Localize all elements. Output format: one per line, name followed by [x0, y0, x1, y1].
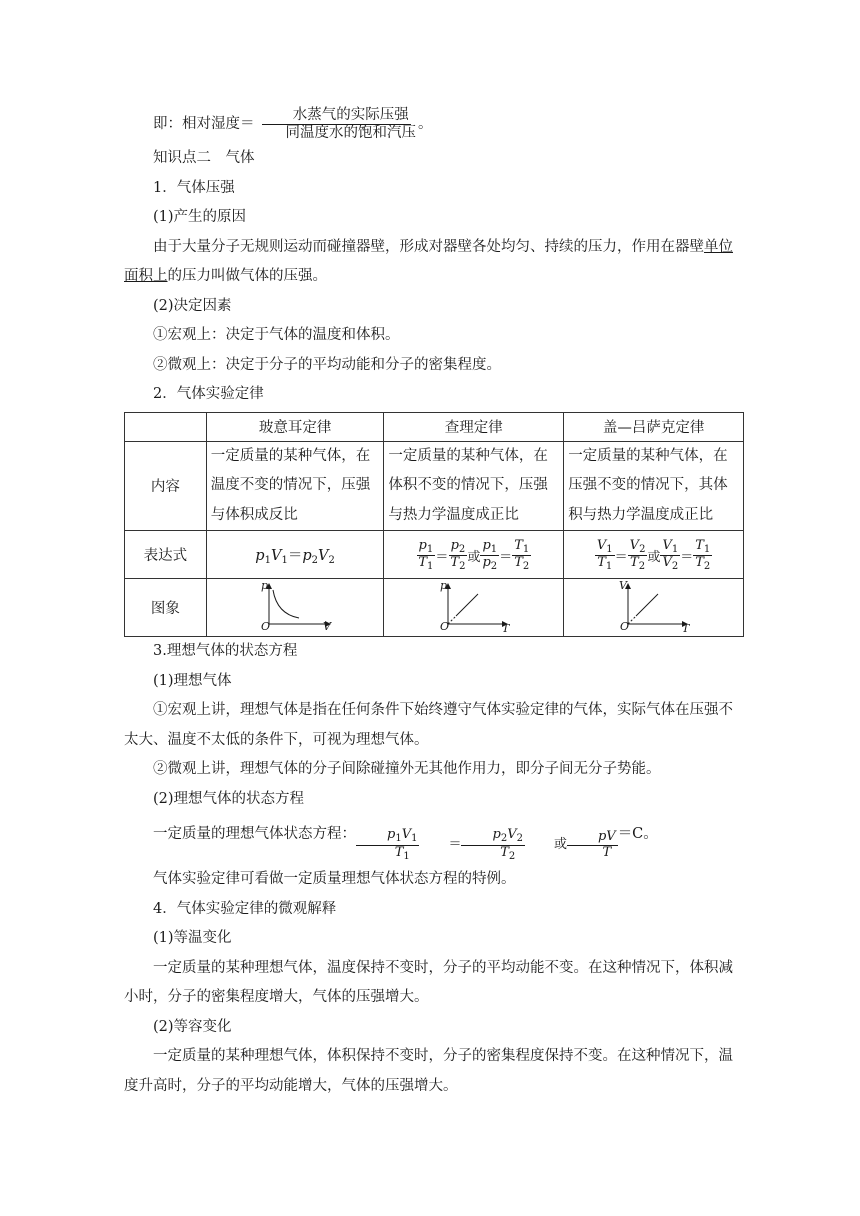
paragraph-isochoric: 一定质量的某种理想气体，体积保持不变时，分子的密集程度保持不变。在这种情况下，温度升高时，分子的平均动能增大，气体的压强增大。 [124, 1048, 733, 1094]
gay-lussac-vt-graph [614, 580, 694, 632]
table-row-graph [125, 579, 744, 637]
document-body [124, 104, 744, 1101]
content-gay-lussac: 一定质量的某种气体，在压强不变的情况下，其体积与热力学温度成正比 [564, 441, 744, 531]
heading-gas-laws: 2．气体实验定律 [153, 386, 264, 402]
subheading-cause: (1)产生的原因 [153, 209, 247, 225]
graph-charles [384, 579, 564, 637]
header-charles: 查理定律 [384, 412, 564, 441]
table-row-expression [125, 531, 744, 579]
boyle-pv-graph [255, 580, 335, 632]
section-title: 知识点二 气体 [153, 150, 255, 166]
state-equation-formula: $\frac{p_1V_1}{T_1}$ ＝ $\frac{p_2V_2}{T_2}$ 或 $\frac{pV}{T}$ [356, 825, 618, 865]
heading-ideal-gas-equation: 3.理想气体的状态方程 [153, 643, 298, 659]
svg-text:V: V [323, 619, 332, 632]
humidity-fraction: $\frac{\text{水蒸气的实际压强}}{\text{同温度水的饱和汽压}}$ [255, 107, 419, 141]
svg-text:O: O [261, 619, 271, 632]
subheading-state-equation: (2)理想气体的状态方程 [153, 790, 305, 807]
subheading-isochoric: (2)等容变化 [153, 1018, 232, 1035]
ideal-gas-micro: ②微观上讲，理想气体的分子间除碰撞外无其他作用力，即分子间无分子势能。 [153, 761, 661, 777]
svg-text:T: T [501, 621, 510, 632]
row-label-expression: 表达式 [125, 531, 207, 579]
subheading-ideal-gas: (1)理想气体 [153, 672, 232, 689]
content-boyle: 一定质量的某种气体，在温度不变的情况下，压强与体积成反比 [206, 441, 384, 531]
expr-boyle: $p_1V_1=p_2V_2$ [206, 531, 384, 579]
content-charles: 一定质量的某种气体，在体积不变的情况下，压强与热力学温度成正比 [384, 441, 564, 531]
state-equation-line: 一定质量的理想气体状态方程： $\frac{p_1V_1}{T_1}$ ＝ $\frac{p_2V_2}{T_2}$ 或 $\frac{pV}{T}$ ＝C。 [124, 814, 744, 865]
expr-charles: $\frac{p_1}{T_1}$ ＝ $\frac{p_2}{T_2}$ 或 $\frac{p_1}{p_2}$ ＝ $\frac{T_1}{T_2}$ [384, 531, 564, 579]
ideal-gas-macro: ①宏观上讲，理想气体是指在任何条件下始终遵守气体实验定律的气体，实际气体在压强不太大、温度不太低的条件下，可视为理想气体。 [124, 702, 733, 748]
svg-text:O: O [439, 619, 449, 632]
svg-text:p: p [261, 579, 269, 592]
svg-text:V: V [618, 579, 627, 592]
factor-micro: ②微观上：决定于分子的平均动能和分子的密集程度。 [153, 356, 501, 373]
table-header-row [125, 412, 744, 441]
heading-micro-explanation: 4．气体实验定律的微观解释 [153, 900, 337, 917]
header-boyle: 玻意耳定律 [206, 412, 384, 441]
relative-humidity-definition: 即：相对湿度＝ $\frac{\text{水蒸气的实际压强}}{\text{同温度水的饱和汽压}}$ 。 [153, 106, 433, 141]
heading-gas-pressure: 1．气体压强 [153, 179, 235, 196]
subheading-isothermal: (1)等温变化 [153, 930, 232, 946]
graph-gay-lussac [564, 579, 744, 637]
svg-text:T: T [681, 621, 689, 632]
subheading-factors: (2)决定因素 [153, 297, 232, 314]
gas-laws-table [124, 412, 744, 638]
state-equation-note: 气体实验定律可看做一定质量理想气体状态方程的特例。 [153, 871, 516, 887]
header-gay-lussac: 盖—吕萨克定律 [564, 412, 744, 441]
row-label-content: 内容 [125, 441, 207, 531]
svg-text:O: O [619, 619, 629, 632]
factor-macro: ①宏观上：决定于气体的温度和体积。 [153, 327, 400, 343]
paragraph-cause: 由于大量分子无规则运动而碰撞器壁，形成对器壁各处均匀、持续的压力，作用在器壁单位面积上的压力叫做气体的压强。 [124, 238, 733, 284]
svg-text:p: p [439, 579, 447, 592]
expr-gay-lussac: $\frac{V_1}{T_1}$ ＝ $\frac{V_2}{T_2}$ 或 $\frac{V_1}{V_2}$ ＝ $\frac{T_1}{T_2}$ [564, 531, 744, 579]
row-label-graph: 图象 [125, 579, 207, 637]
charles-pt-graph [434, 580, 514, 632]
table-row-content [125, 441, 744, 531]
header-empty-cell [125, 412, 207, 441]
paragraph-isothermal: 一定质量的某种理想气体，温度保持不变时，分子的平均动能不变。在这种情况下，体积减小时，分子的密集程度增大，气体的压强增大。 [124, 959, 733, 1005]
graph-boyle [206, 579, 384, 637]
